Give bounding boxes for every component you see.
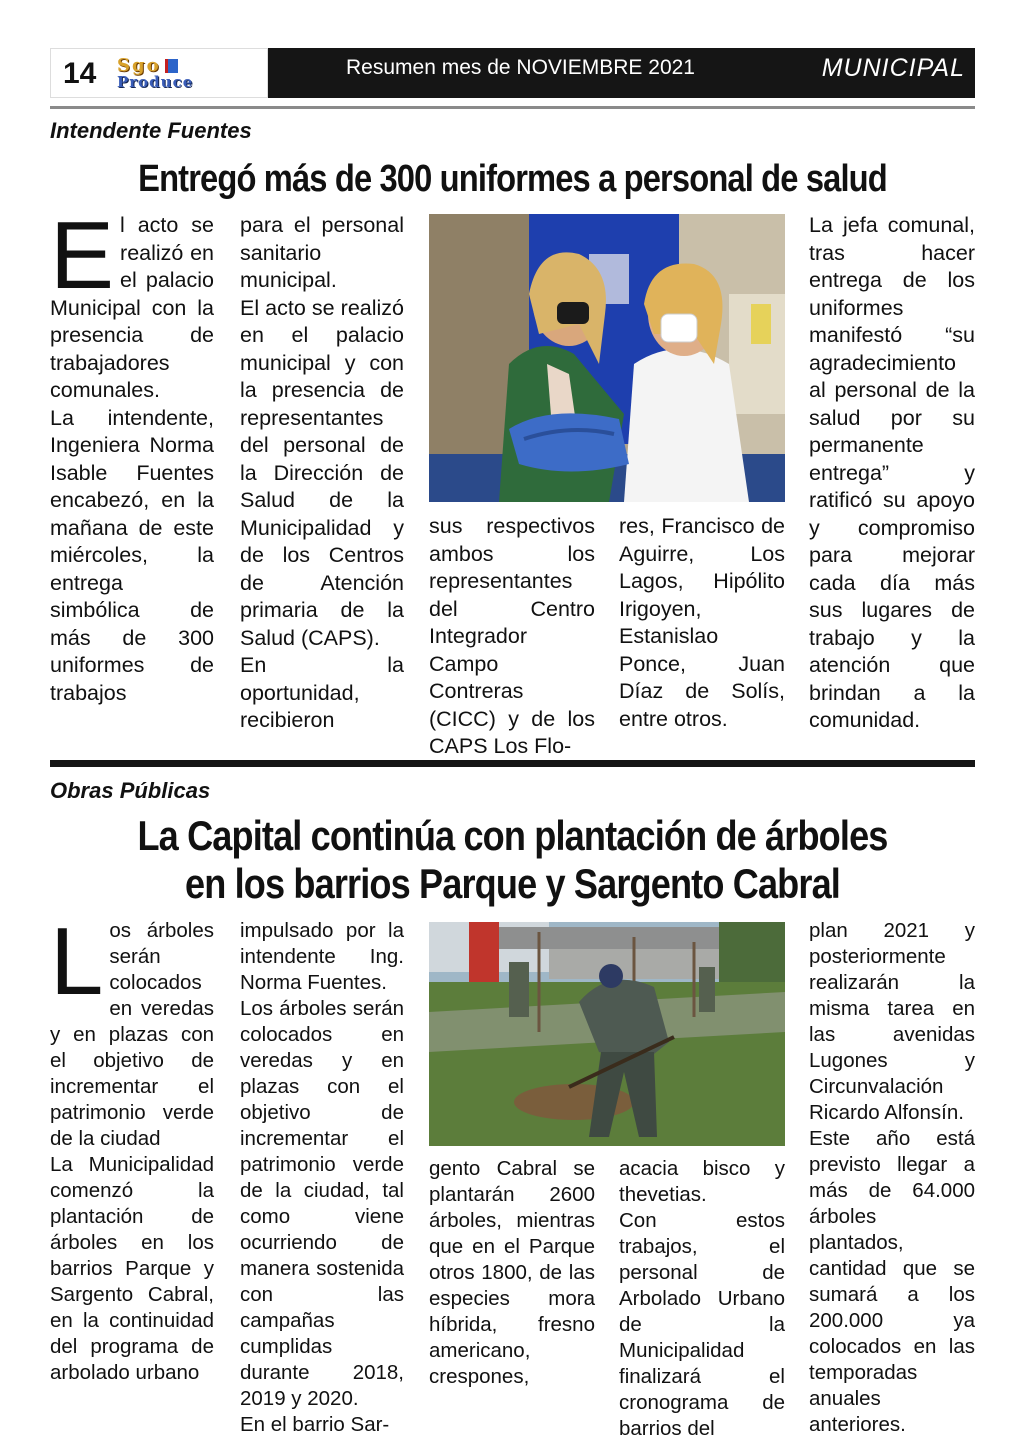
article1-headline: Entregó más de 300 uniformes a personal de salud	[138, 158, 887, 200]
article1-kicker: Intendente Fuentes	[50, 118, 252, 143]
dropcap: E	[50, 202, 115, 309]
article1-column-4: res, Francisco de Aguirre, Los Lagos, Hipólito Irigoyen, Estanislao Ponce, Juan Díaz de Solís, entre otros.	[619, 514, 785, 731]
article2-column-5: plan 2021 y posteriormente realizarán la misma tarea en las avenidas Lugones y Circunvalación Ricardo Alfonsín. Este año está previsto llegar a más de 64.000 árboles plantados, cantidad que se sumará a los 200.000 ya colocados en las temporadas anuales anteriores.	[809, 919, 975, 1436]
issue-title: Resumen mes de NOVIEMBRE 2021	[346, 56, 695, 79]
article2-column-2: impulsado por la intendente Ing. Norma Fuentes. Los árboles serán colocados en veredas y en plazas con el objetivo de incrementar el patrimonio verde de la ciudad, tal como viene ocurriendo de manera sostenida con las campañas cumplidas durante 2018, 2019 y 2020. En el barrio Sar-	[240, 919, 404, 1436]
article2-column-4: acacia bisco y thevetias. Con estos trabajos, el personal de Arbolado Urbano de la Municipalidad finalizará el cronograma de barrios del	[619, 1157, 785, 1440]
article2-column-1: Los árboles serán colocados en veredas y en plazas con el objetivo de incrementar el patrimonio verde de la ciudad La Municipalidad comenzó la plantación de árboles en los barrios Parque y Sargento Cabral, en la continuidad del programa de arbolado urbano	[50, 908, 214, 1384]
photo-tree-planting	[429, 922, 785, 1146]
article2-column-3: gento Cabral se plantarán 2600 árboles, mientras que en el Parque otros 1800, de las especies mora híbrida, fresno americano, crespones,	[429, 1157, 595, 1388]
logo-top-text: Sgo	[117, 55, 178, 76]
publication-logo	[117, 55, 257, 93]
header-rule	[50, 106, 975, 109]
article2-photo	[429, 922, 785, 1146]
article1-photo	[429, 214, 785, 502]
article1-column-2: para el personal sanitario municipal. El acto se realizó en el palacio municipal y con la presencia de representantes del personal de la Dirección de Salud de la Municipalidad y de los Centros de Atención primaria de la Salud (CAPS). En la oportunidad, recibieron	[240, 213, 404, 732]
section-label: MUNICIPAL	[821, 54, 965, 82]
article2-kicker: Obras Públicas	[50, 778, 211, 803]
dropcap: L	[50, 908, 104, 1015]
flag-icon	[165, 59, 178, 73]
article1-column-5: La jefa comunal, tras hacer entrega de los uniformes manifestó “su agradecimiento al personal de la salud por su permanente entrega” y ratificó su apoyo y compromiso para mejorar cada día más sus lugares de trabajo y la atención que brindan a la comunidad.	[809, 213, 975, 732]
logo-bottom-text: Produce	[117, 73, 194, 91]
article1-column-1: El acto se realizó en el palacio Municipal con la presencia de trabajadores comunales. La intendente, Ingeniera Norma Isable Fuentes encabezó, en la mañana de este miércoles, la entrega simbólica de más de 300 uniformes de trabajos	[50, 202, 214, 705]
photo-uniform-handover	[429, 214, 785, 502]
page-number-box	[50, 48, 268, 98]
article2-headline: La Capital continúa con plantación de árboles en los barrios Parque y Sargento Cabral	[137, 812, 888, 907]
header-bar	[268, 48, 975, 98]
page-header	[50, 48, 975, 98]
page-number: 14	[63, 57, 97, 90]
article1-column-3: sus respectivos ambos los representantes del Centro Integrador Campo Contreras (CICC) y de los CAPS Los Flo-	[429, 514, 595, 758]
section-divider	[50, 760, 975, 767]
